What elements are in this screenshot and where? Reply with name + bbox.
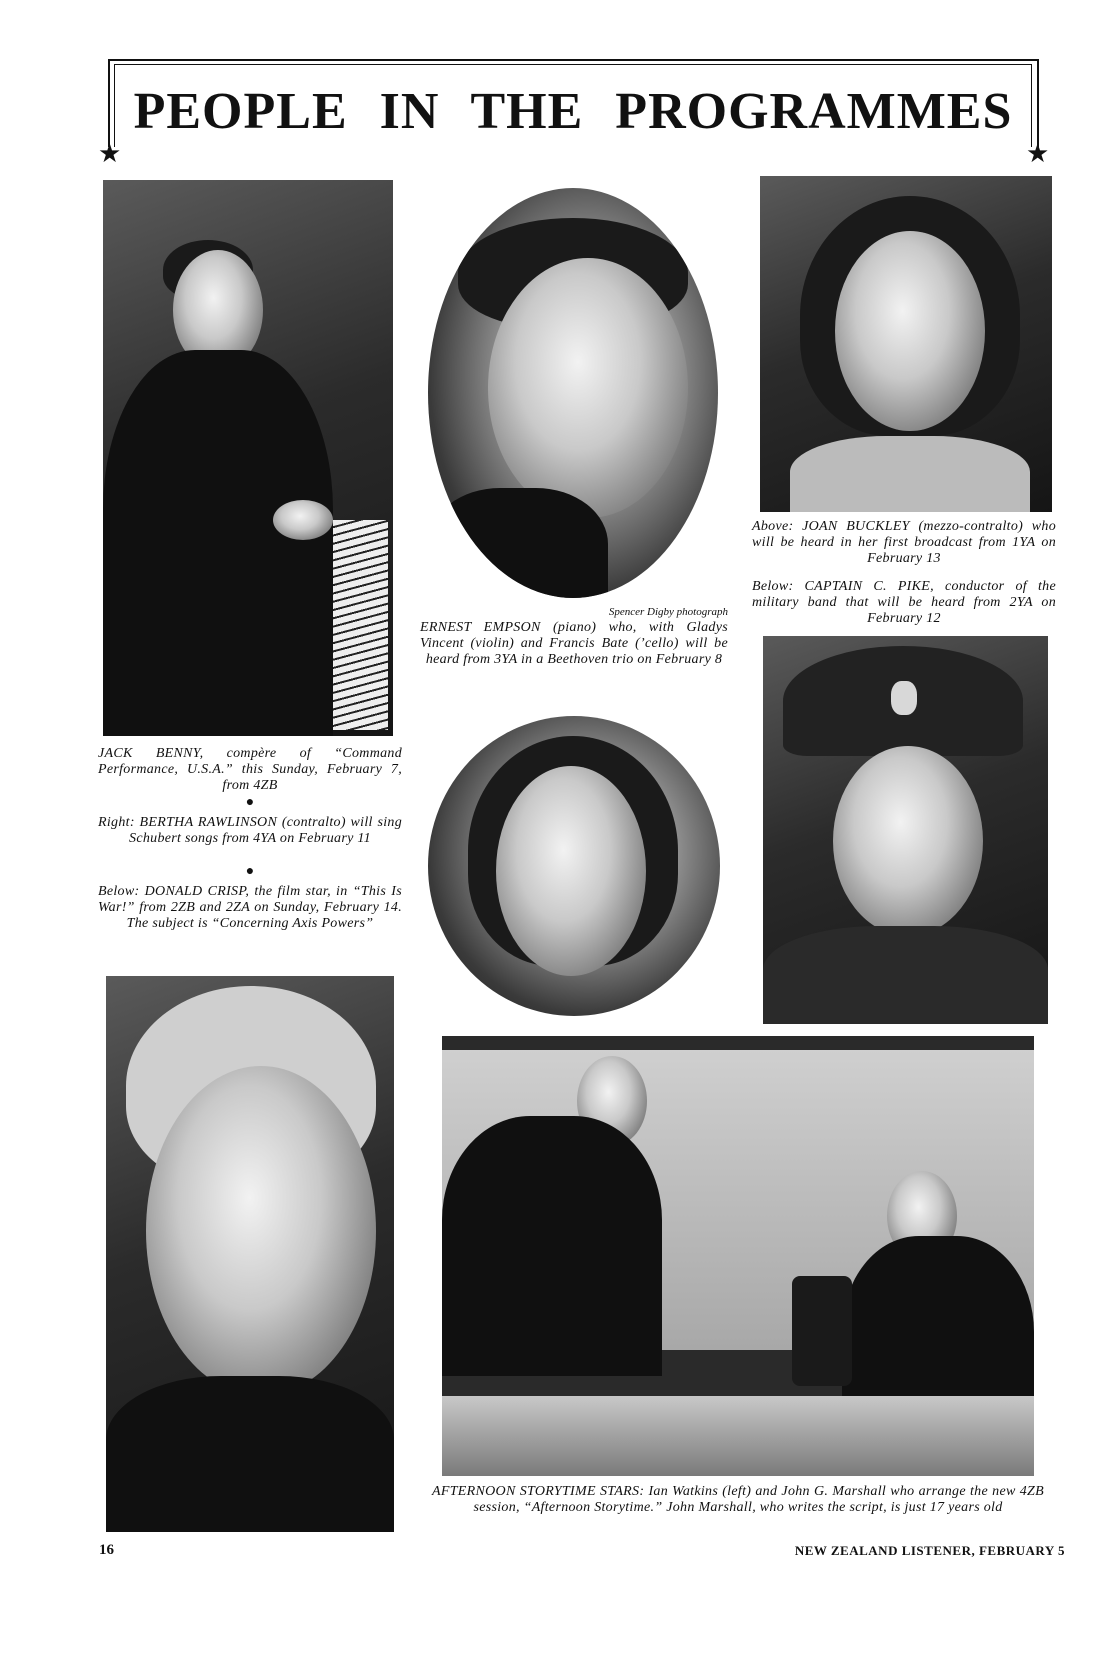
photo-bertha-rawlinson	[428, 716, 720, 1016]
photo-storytime-stars	[442, 1036, 1034, 1476]
banner-right-rule-inner	[1031, 64, 1032, 147]
caption-bullet: ●	[245, 864, 255, 879]
banner-top-rule-inner	[114, 64, 1032, 65]
caption-donald-crisp: Below: DONALD CRISP, the film star, in “This Is War!” from 2ZB and 2ZA on Sunday, February 14. The subject is “Concerning Axis Powers”	[98, 884, 402, 931]
caption-ernest-empson: ERNEST EMPSON (piano) who, with Gladys Vincent (violin) and Francis Bate (’cello) will be heard from 3YA in a Beethoven trio on February 8	[420, 620, 728, 667]
photo-donald-crisp	[106, 976, 394, 1532]
photo-captain-pike	[763, 636, 1048, 1024]
photo-jack-benny	[103, 180, 393, 736]
page-title: PEOPLE IN THE PROGRAMMES	[133, 83, 1013, 140]
caption-captain-pike: Below: CAPTAIN C. PIKE, conductor of the military band that will be heard from 2YA on February 12	[752, 579, 1056, 626]
caption-bertha-rawlinson: Right: BERTHA RAWLINSON (contralto) will sing Schubert songs from 4YA on February 11	[98, 815, 402, 846]
banner-top-rule	[108, 59, 1038, 61]
photo-joan-buckley	[760, 176, 1052, 512]
publication-footer: NEW ZEALAND LISTENER, FEBRUARY 5	[794, 1543, 1065, 1558]
caption-jack-benny: JACK BENNY, compère of “Command Performance, U.S.A.” this Sunday, February 7, from 4ZB	[98, 746, 402, 793]
page-number: 16	[99, 1542, 114, 1558]
banner-left-rule	[108, 59, 110, 147]
star-right-icon: ★	[1026, 139, 1050, 168]
caption-storytime-stars: AFTERNOON STORYTIME STARS: Ian Watkins (left) and John G. Marshall who arrange the new 4ZB session, “Afternoon Storytime.” John Marshall, who writes the script, is just 17 years old	[432, 1484, 1044, 1515]
banner-left-rule-inner	[114, 64, 115, 147]
banner-right-rule	[1037, 59, 1039, 147]
star-left-icon: ★	[98, 139, 122, 168]
caption-joan-buckley: Above: JOAN BUCKLEY (mezzo-contralto) who will be heard in her first broadcast from 1YA on February 13	[752, 519, 1056, 566]
caption-bullet: ●	[245, 795, 255, 810]
photo-ernest-empson	[428, 188, 718, 598]
photo-credit: Spencer Digby photograph	[608, 606, 728, 618]
